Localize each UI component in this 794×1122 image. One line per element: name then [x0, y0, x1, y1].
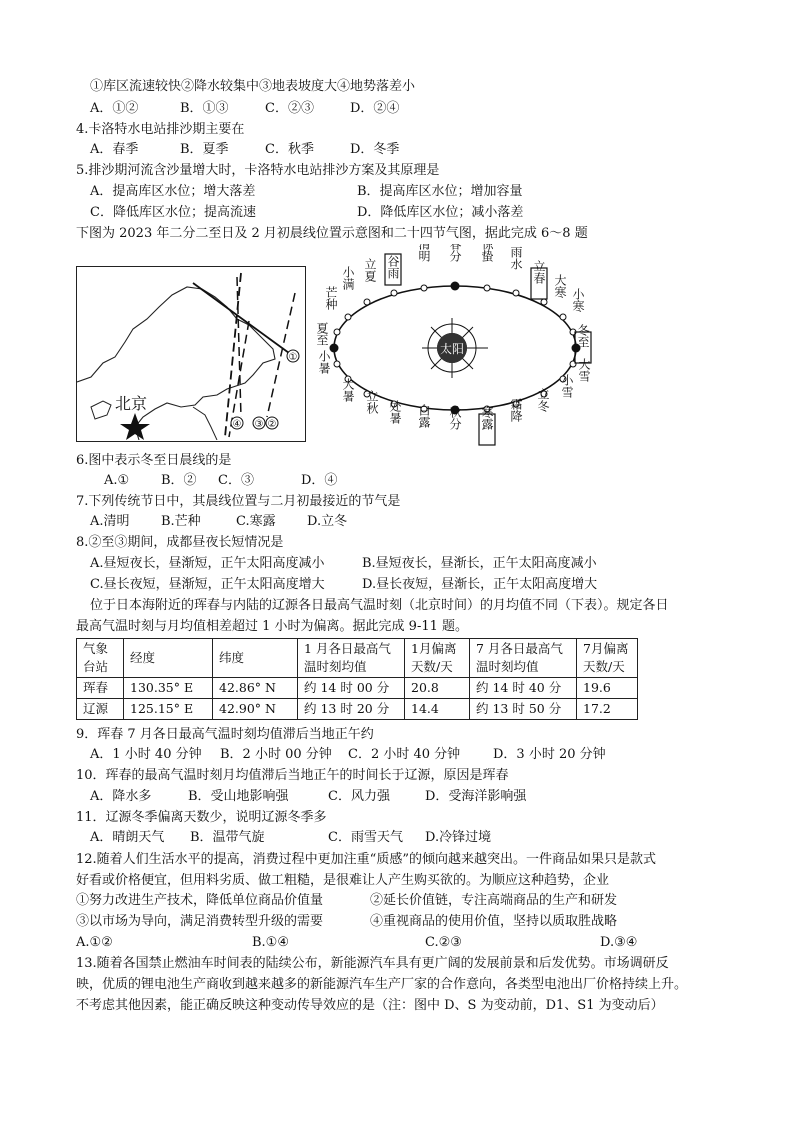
term-shuangjiang: 霜降	[509, 398, 523, 422]
table-cell: 珲春	[77, 678, 124, 699]
sun-icon	[422, 318, 488, 378]
table-row	[77, 678, 638, 699]
table-header-cell: 7 月各日最高气温时刻均值	[470, 639, 577, 678]
q5-option-a[interactable]: A．提高库区水位；增大落差	[90, 184, 256, 199]
term-xiaohan: 小寒	[571, 288, 585, 312]
table-header-cell: 7月偏离天数/天	[577, 639, 638, 678]
term-lidong: 立冬	[536, 388, 550, 412]
table-header-cell: 经度	[124, 639, 213, 678]
term-xiazhi: 夏至	[315, 322, 329, 346]
beijing-star-icon	[120, 413, 150, 440]
q13-stem-line1: 13.随着各国禁止燃油车时间表的陆续公布，新能源汽车具有更广阔的发展前景和后发优势。市场调研反	[76, 956, 669, 971]
option-d[interactable]: D．②④	[350, 101, 400, 116]
q10-options	[90, 788, 526, 806]
table-header-cell: 气象台站	[77, 639, 124, 678]
term-jingzhe: 惊蛰	[480, 244, 494, 262]
table-cell: 约 13 时 20 分	[298, 699, 405, 720]
point-spring-equinox	[451, 282, 460, 291]
q8-stem: 8.②至③期间，成都昼夜长短情况是	[76, 535, 284, 550]
line-4	[237, 277, 241, 417]
beijing-label: 北京	[115, 394, 148, 413]
option-c[interactable]: C．③	[218, 473, 254, 488]
term-lixia: 立夏	[363, 258, 377, 282]
q12-statement-1: ①努力改进生产技术，降低单位商品价值量	[76, 893, 324, 908]
table-cell: 约 14 时 40 分	[470, 678, 577, 699]
line-label-1: ①	[288, 352, 298, 363]
option-d[interactable]: D.立冬	[307, 514, 348, 529]
line-label-4: ④	[232, 419, 242, 430]
option-a[interactable]: A．降水多	[90, 789, 152, 804]
option-b[interactable]: B．②	[161, 473, 197, 488]
option-a[interactable]: A．春季	[90, 142, 139, 157]
q12-options	[76, 934, 637, 952]
line-1	[193, 283, 289, 353]
q6-8-intro: 下图为 2023 年二分二至日及 2 月初晨线位置示意图和二十四节气图，据此完成 6～8 题	[76, 226, 588, 241]
table-cell: 130.35° E	[124, 678, 213, 699]
table-cell: 19.6	[577, 678, 638, 699]
q12-statement-2: ②延长价值链，专注高端商品的生产和研发	[370, 893, 618, 908]
term-hanlu: 寒露	[480, 406, 494, 430]
term-guyu: 谷雨	[386, 255, 400, 279]
q5-option-d[interactable]: D．降低库区水位；减小落差	[357, 205, 524, 220]
terminator-map-figure	[76, 266, 306, 442]
q7-stem: 7.下列传统节日中，其晨线位置与二月初最接近的节气是	[76, 494, 401, 509]
q6-options	[104, 472, 337, 490]
option-c[interactable]: C.②③	[425, 935, 462, 950]
term-qingming: 清明	[417, 244, 431, 262]
option-b[interactable]: B．①③	[180, 101, 229, 116]
q9-11-intro-line1: 位于日本海附近的珲春与内陆的辽源各日最高气温时刻（北京时间）的月均值不同（下表）。规定各日	[90, 598, 669, 613]
coastline	[77, 287, 275, 440]
q3-statements: ①库区流速较快②降水较集中③地表坡度大④地势落差小	[90, 79, 416, 94]
table-header-cell: 1月偏离天数/天	[405, 639, 470, 678]
term-daxue: 大雪	[577, 358, 591, 382]
option-c[interactable]: C.寒露	[236, 514, 276, 529]
q4-options	[90, 141, 399, 159]
q8-option-c[interactable]: C.昼长夜短，昼渐短，正午太阳高度增大	[90, 577, 325, 592]
option-a[interactable]: A.清明	[90, 514, 130, 529]
table-cell: 17.2	[577, 699, 638, 720]
q5-stem: 5.排沙期河流含沙量增大时，卡洛特水电站排沙方案及其原理是	[76, 163, 440, 178]
solar-terms-svg	[312, 244, 608, 446]
option-b[interactable]: B．2 小时 00 分钟	[220, 747, 332, 762]
option-d[interactable]: D．3 小时 20 分钟	[493, 747, 606, 762]
option-b[interactable]: B．夏季	[180, 142, 229, 157]
option-a[interactable]: A．1 小时 40 分钟	[90, 747, 202, 762]
line-label-2: ②	[267, 419, 277, 430]
term-qiufen: 秋分	[448, 406, 462, 430]
table-cell: 14.4	[405, 699, 470, 720]
q5-option-c[interactable]: C．降低库区水位；提高流速	[90, 205, 256, 220]
table-row	[77, 699, 638, 720]
q4-stem: 4.卡洛特水电站排沙期主要在	[76, 122, 245, 137]
q12-stem-line1: 12.随着人们生活水平的提高，消费过程中更加注重“质感”的倾向越来越突出。一件商品如果只是款式	[76, 852, 656, 867]
terminator-map-svg	[77, 267, 304, 440]
option-c[interactable]: C．雨雪天气	[328, 830, 403, 845]
option-a[interactable]: A.①	[104, 473, 130, 488]
q11-options	[90, 829, 491, 847]
term-lichun: 立春	[532, 260, 546, 284]
term-xiaoshu: 小暑	[317, 350, 331, 374]
option-b[interactable]: B.①④	[252, 935, 289, 950]
q12-statement-4: ④重视商品的使用价值，坚持以质取胜战略	[370, 914, 618, 929]
option-d[interactable]: D．冬季	[350, 142, 400, 157]
sun-label: 太阳	[439, 342, 465, 356]
option-d[interactable]: D．④	[301, 473, 338, 488]
option-b[interactable]: B．受山地影响强	[188, 789, 289, 804]
q8-option-b[interactable]: B.昼短夜长，昼渐长，正午太阳高度减小	[362, 556, 597, 571]
option-b[interactable]: B.芒种	[161, 514, 201, 529]
table-cell: 辽源	[77, 699, 124, 720]
term-dashu: 大暑	[341, 378, 355, 402]
q12-statement-3: ③以市场为导向，满足消费转型升级的需要	[76, 914, 324, 929]
option-d[interactable]: D．受海洋影响强	[425, 789, 527, 804]
term-xiaoman: 小满	[341, 266, 355, 290]
q8-option-a[interactable]: A.昼短夜长，昼渐短，正午太阳高度减小	[90, 556, 325, 571]
term-dongzhi: 冬至	[576, 324, 590, 348]
table-cell: 20.8	[405, 678, 470, 699]
term-bailu: 白露	[417, 404, 431, 428]
table-header-row	[77, 639, 638, 678]
option-c[interactable]: C．2 小时 40 分钟	[348, 747, 461, 762]
option-c[interactable]: C．秋季	[265, 142, 314, 157]
coastline-peninsula	[91, 401, 111, 419]
temperature-table	[76, 638, 638, 720]
q8-option-d[interactable]: D.昼长夜短，昼渐长，正午太阳高度增大	[362, 577, 598, 592]
option-c[interactable]: C．风力强	[328, 789, 390, 804]
table-cell: 42.90° N	[213, 699, 298, 720]
option-a[interactable]: A．晴朗天气	[90, 830, 165, 845]
term-dahan: 大寒	[553, 274, 567, 298]
table-header-cell: 1 月各日最高气温时刻均值	[298, 639, 405, 678]
q6-stem: 6.图中表示冬至日晨线的是	[76, 453, 232, 468]
term-liqiu: 立秋	[365, 390, 379, 414]
term-mangzhong: 芒种	[324, 286, 338, 310]
q13-stem-line2: 映，优质的锂电池生产商收到越来越多的新能源汽车生产厂家的合作意向，各类型电池出厂价格持续上升。	[76, 977, 688, 992]
table-header-cell: 纬度	[213, 639, 298, 678]
q10-stem: 10．珲春的最高气温时刻月均值滞后当地正午的时间长于辽源，原因是珲春	[76, 768, 509, 783]
line-label-3: ③	[254, 419, 264, 430]
q3-options	[90, 100, 399, 118]
q9-11-intro-line2: 最高气温时刻与月均值相差超过 1 小时为偏离。据此完成 9-11 题。	[76, 619, 469, 634]
coastline-south	[193, 407, 217, 440]
table-cell: 约 14 时 00 分	[298, 678, 405, 699]
table-cell: 约 13 时 50 分	[470, 699, 577, 720]
q7-options	[90, 513, 347, 531]
q9-stem: 9．珲春 7 月各日最高气温时刻均值滞后当地正午约	[76, 727, 374, 742]
term-xiaoxue: 小雪	[560, 374, 574, 398]
option-d[interactable]: D.③④	[600, 935, 638, 950]
option-c[interactable]: C．②③	[265, 101, 314, 116]
term-chunfen: 春分	[448, 244, 462, 262]
table-cell: 42.86° N	[213, 678, 298, 699]
q12-stem-line2: 好看或价格便宜，但用料劣质、做工粗糙，是很难让人产生购买欲的。为顺应这种趋势，企业	[76, 873, 610, 888]
q9-options	[90, 746, 606, 764]
option-a[interactable]: A．①②	[90, 101, 139, 116]
solar-terms-figure	[312, 244, 608, 446]
q5-option-b[interactable]: B．提高库区水位；增加容量	[357, 184, 523, 199]
option-a[interactable]: A.①②	[76, 935, 113, 950]
q13-stem-line3: 不考虑其他因素，能正确反映这种变动传导效应的是（注：图中 D、S 为变动前，D1、S1 为变动后）	[76, 998, 664, 1013]
table-cell: 125.15° E	[124, 699, 213, 720]
option-d[interactable]: D.冷锋过境	[425, 830, 492, 845]
option-b[interactable]: B．温带气旋	[190, 830, 265, 845]
term-yushui: 雨水	[509, 246, 523, 270]
term-chushu: 处暑	[388, 400, 402, 424]
q11-stem: 11．辽源冬季偏离天数少，说明辽源冬季多	[76, 810, 327, 825]
